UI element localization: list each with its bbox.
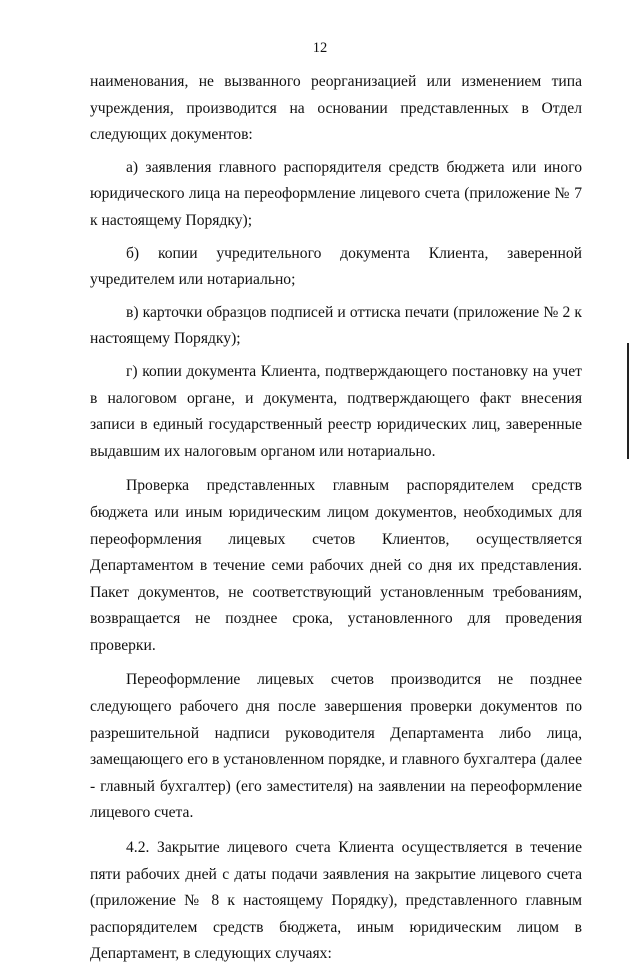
paragraph-item-b: б) копии учредительного документа Клиента, заверенной учредителем или нотариально; <box>90 244 582 289</box>
margin-change-bar <box>627 343 629 459</box>
paragraph-continuation: наименования, не вызванного реорганизацией или изменением типа учреждения, производится на основании представленных в Отдел следующих документов: <box>90 73 582 144</box>
document-body <box>90 69 582 968</box>
paragraph-item-g: г) копии документа Клиента, подтверждающего постановку на учет в налоговом органе, и документа, подтверждающего факт внесения записи в единый государственный реестр юридических лиц, заверенные выдавшим их налоговым органом или нотариально. <box>90 362 582 460</box>
paragraph-4-2-closing: 4.2. Закрытие лицевого счета Клиента осуществляется в течение пяти рабочих дней с даты подачи заявления на закрытие лицевого счета (приложение № 8 к настоящему Порядку), представленного главным распорядителем средств бюджета, иным юридическим лицом в Департамент, в следующих случаях: <box>90 839 582 963</box>
paragraph-reissue: Переоформление лицевых счетов производится не позднее следующего рабочего дня после завершения проверки документов по разрешительной надписи руководителя Департамента либо лица, замещающего его в установленном порядке, и главного бухгалтера (далее - главный бухгалтер) (его заместителя) на заявлении на переоформление лицевого счета. <box>90 671 582 822</box>
paragraph-item-v: в) карточки образцов подписей и оттиска печати (приложение № 2 к настоящему Порядку); <box>90 303 582 348</box>
paragraph-item-a: а) заявления главного распорядителя средств бюджета или иного юридического лица на переоформление лицевого счета (приложение № 7 к настоящему Порядку); <box>90 158 582 229</box>
paragraph-verification: Проверка представленных главным распорядителем средств бюджета или иным юридическим лицом документов, необходимых для переоформления лицевых счетов Клиентов, осуществляется Департаментом в течение семи рабочих дней со дня их представления. Пакет документов, не соответствующий установленным требованиям, возвращается не позднее срока, установленного для проведения проверки. <box>90 477 582 654</box>
page-number: 12 <box>312 40 328 56</box>
